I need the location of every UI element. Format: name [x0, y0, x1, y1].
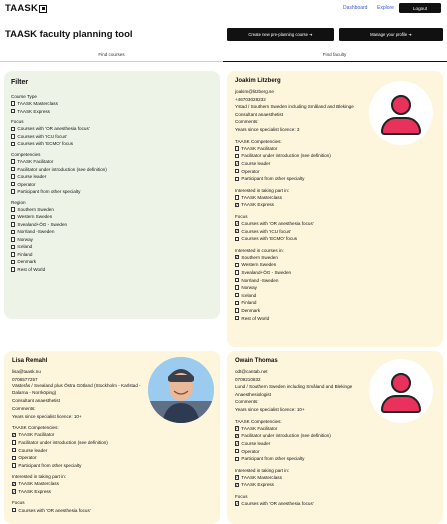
region-option[interactable]: [235, 299, 435, 307]
taking-part-option[interactable]: [235, 201, 435, 209]
checkbox[interactable]: [235, 154, 239, 158]
checkbox[interactable]: [11, 142, 15, 146]
checkbox-label: Participant from other specialty: [241, 176, 305, 182]
checkbox[interactable]: [235, 308, 239, 312]
checkbox-label: Courses with 'OR anesthesia focus': [18, 507, 91, 513]
faculty-years: Years since specialist licence: 3: [235, 126, 300, 132]
checkbox-label: Svealand+ÖG - Sweden: [17, 221, 68, 227]
checkbox[interactable]: [11, 252, 15, 256]
checkbox-label: Rest of World: [241, 315, 270, 321]
checkbox[interactable]: [12, 433, 16, 437]
checkbox[interactable]: [235, 177, 239, 181]
page-title: TAASK faculty planning tool: [5, 29, 133, 40]
filter-option[interactable]: [11, 133, 213, 141]
checkbox-label: Norrland -Sweden: [17, 229, 55, 235]
faculty-region: Västerås / Svealand plus Östra Götland (Stockholm - Karlstad - Dalarna - Norrköping): [12, 383, 141, 395]
checkbox[interactable]: [235, 434, 239, 438]
active-tab-indicator: [223, 61, 447, 62]
faculty-region: Lund / Southern Sweden including Småland and Blekinge: [235, 384, 353, 390]
checkbox[interactable]: [235, 293, 239, 297]
region-option[interactable]: [235, 314, 435, 322]
filter-course-type-group: [11, 100, 213, 115]
checkbox-label: Courses with 'ECMO' focus: [17, 141, 74, 147]
logout-button[interactable]: Logout: [399, 3, 441, 13]
checkbox-label: Iceland: [241, 292, 257, 298]
faculty-role: Anaesthesiologist: [235, 391, 272, 397]
checkbox[interactable]: [235, 449, 239, 453]
checkbox[interactable]: [12, 456, 16, 460]
checkbox-label: Svealand+ÖG - Sweden: [241, 269, 292, 275]
checkbox-label: Facilitator under introduction (see definition): [17, 166, 107, 172]
checkbox[interactable]: [11, 134, 15, 138]
filter-option[interactable]: [11, 236, 213, 244]
checkbox-label: Course leader: [18, 447, 48, 453]
filter-option[interactable]: [11, 158, 213, 166]
region-option[interactable]: [235, 269, 435, 277]
taking-part-option[interactable]: [235, 474, 435, 482]
faculty-comments-label: Comments:: [12, 405, 36, 411]
filter-option[interactable]: [11, 221, 213, 229]
checkbox-label: TAASK Masterclass: [17, 101, 58, 107]
checkbox[interactable]: [11, 101, 15, 105]
filter-focus-group: [11, 125, 213, 148]
faculty-name: Owain Thomas: [235, 358, 278, 364]
filter-option[interactable]: [11, 100, 213, 108]
checkbox[interactable]: [235, 316, 239, 320]
competency-option[interactable]: [235, 145, 435, 153]
checkbox-label: Course leader: [17, 174, 47, 180]
competency-option[interactable]: [235, 447, 435, 455]
checkbox[interactable]: [11, 182, 15, 186]
faculty-years: Years since specialist licence: 10+: [12, 413, 82, 419]
filter-title: Filter: [11, 79, 29, 86]
taking-part-option[interactable]: [235, 481, 435, 489]
focus-option[interactable]: [235, 235, 435, 243]
checkbox[interactable]: [235, 255, 239, 259]
faculty-card: [4, 351, 220, 524]
checkbox[interactable]: [11, 230, 15, 234]
checkbox[interactable]: [235, 426, 239, 430]
region-option[interactable]: [235, 291, 435, 299]
checkbox[interactable]: [11, 207, 15, 211]
checkbox[interactable]: [235, 475, 239, 479]
competency-option[interactable]: [235, 167, 435, 175]
faculty-email: joakim@litzberg.se: [235, 89, 274, 94]
filter-option[interactable]: [11, 228, 213, 236]
checkbox[interactable]: [235, 263, 239, 267]
filter-option[interactable]: [11, 173, 213, 181]
competency-option[interactable]: [235, 455, 435, 463]
checkbox-label: TAASK Facilitator: [241, 425, 278, 431]
region-option[interactable]: [235, 276, 435, 284]
competency-option[interactable]: [235, 152, 435, 160]
checkbox[interactable]: [235, 169, 239, 173]
faculty-card: [227, 351, 443, 524]
faculty-years: Years since specialist licence: 10+: [235, 406, 305, 412]
checkbox[interactable]: [235, 270, 239, 274]
checkbox[interactable]: [235, 483, 239, 487]
checkbox[interactable]: [12, 463, 16, 467]
checkbox[interactable]: [12, 489, 16, 493]
competency-option[interactable]: [235, 160, 435, 168]
checkbox-label: Denmark: [241, 307, 261, 313]
checkbox-label: Operator: [18, 455, 37, 461]
checkbox-label: Facilitator under introduction (see definition): [241, 153, 331, 159]
checkbox-label: Norway: [241, 285, 257, 291]
checkbox[interactable]: [11, 222, 15, 226]
faculty-name: Lisa Remahl: [12, 358, 48, 364]
checkbox[interactable]: [235, 278, 239, 282]
checkbox[interactable]: [235, 203, 239, 207]
region-option[interactable]: [235, 284, 435, 292]
taking-part-option[interactable]: [235, 194, 435, 202]
faculty-comments-label: Comments:: [235, 399, 259, 405]
competencies-heading: TAASK Competencies:: [235, 418, 282, 424]
nav-dashboard-link[interactable]: Dashboard: [343, 5, 368, 11]
checkbox-label: TAASK Facilitator: [18, 432, 55, 438]
checkbox[interactable]: [12, 440, 16, 444]
focus-option[interactable]: [235, 220, 435, 228]
profile-photo: [148, 357, 214, 423]
checkbox[interactable]: [11, 127, 15, 131]
filter-option[interactable]: [11, 188, 213, 196]
avatar-placeholder-icon: [369, 359, 433, 423]
checkbox-label: Norway: [17, 236, 33, 242]
checkbox-label: Course leader: [241, 161, 271, 167]
checkbox[interactable]: [235, 501, 239, 505]
checkbox[interactable]: [11, 167, 15, 171]
checkbox[interactable]: [11, 260, 15, 264]
checkbox[interactable]: [235, 457, 239, 461]
taking-part-heading: Interested in taking part in:: [235, 467, 290, 473]
competencies-heading: TAASK Competencies:: [12, 425, 59, 431]
checkbox[interactable]: [11, 109, 15, 113]
competency-option[interactable]: [235, 432, 435, 440]
checkbox[interactable]: [11, 245, 15, 249]
checkbox-label: Facilitator under introduction (see definition): [18, 440, 108, 446]
taking-part-option[interactable]: [12, 480, 212, 488]
checkbox-label: Southern Sweden: [17, 206, 54, 212]
competency-option[interactable]: [12, 462, 212, 470]
filter-option[interactable]: [11, 165, 213, 173]
checkbox-label: Operator: [17, 181, 36, 187]
checkbox-label: TAASK Facilitator: [241, 145, 278, 151]
filter-option[interactable]: [11, 266, 213, 274]
checkbox-label: Courses with 'ICU focus': [241, 228, 292, 234]
faculty-role: Consultant anaesthetist: [12, 398, 61, 404]
focus-option[interactable]: [12, 506, 212, 514]
checkbox-label: Participant from other specialty: [17, 189, 81, 195]
filter-option[interactable]: [11, 125, 213, 133]
taking-part-heading: Interested in taking part in:: [12, 474, 67, 480]
focus-heading: Focus: [235, 213, 248, 219]
competency-option[interactable]: [235, 425, 435, 433]
checkbox-label: Participant from other specialty: [18, 462, 82, 468]
taking-part-option[interactable]: [12, 488, 212, 496]
checkbox-label: Operator: [241, 448, 260, 454]
focus-heading: Focus: [12, 500, 25, 506]
filter-option[interactable]: [11, 258, 213, 266]
checkbox[interactable]: [11, 215, 15, 219]
checkbox[interactable]: [12, 482, 16, 486]
checkbox-label: Southern Sweden: [241, 254, 278, 260]
checkbox-label: Operator: [241, 168, 260, 174]
faculty-email: odt@cantab.net: [235, 369, 268, 374]
faculty-name: Joakim Litzberg: [235, 78, 281, 84]
filter-option[interactable]: [11, 243, 213, 251]
checkbox-label: Participant from other specialty: [241, 456, 305, 462]
checkbox[interactable]: [235, 221, 239, 225]
checkbox[interactable]: [11, 267, 15, 271]
checkbox-label: TAASK Express: [241, 482, 274, 488]
checkbox-label: TAASK Express: [18, 489, 51, 495]
create-course-button[interactable]: Create new pre-planning course ➜: [227, 28, 334, 41]
region-option[interactable]: [235, 307, 435, 315]
checkbox-label: Western Sweden: [17, 214, 53, 220]
checkbox[interactable]: [235, 229, 239, 233]
checkbox-label: Course leader: [241, 441, 271, 447]
top-bar: [0, 0, 447, 20]
checkbox[interactable]: [235, 285, 239, 289]
taask-logo[interactable]: [5, 3, 47, 14]
filter-panel: [4, 71, 220, 319]
checkbox-label: TAASK Masterclass: [18, 481, 59, 487]
avatar-placeholder-icon: [369, 81, 433, 145]
checkbox-label: Norrland -Sweden: [241, 277, 279, 283]
focus-option[interactable]: [235, 500, 435, 508]
checkbox-label: Courses with 'ICU focus': [17, 133, 68, 139]
faculty-region: Ystad / Southern Sweden including Småland and Blekinge: [235, 104, 354, 110]
checkbox[interactable]: [235, 441, 239, 445]
region-option[interactable]: [235, 254, 435, 262]
taking-part-heading: Interested in taking part in:: [235, 187, 290, 193]
filter-option[interactable]: [11, 251, 213, 259]
checkbox[interactable]: [11, 189, 15, 193]
focus-option[interactable]: [235, 227, 435, 235]
tab-bar: [0, 50, 447, 62]
checkbox-label: Facilitator under introduction (see definition): [241, 433, 331, 439]
checkbox[interactable]: [11, 237, 15, 241]
checkbox-label: Denmark: [17, 259, 37, 265]
faculty-phone: +46703028232: [235, 96, 266, 102]
faculty-email: lisa@taask.nu: [12, 369, 41, 374]
checkbox-label: TAASK Express: [241, 202, 274, 208]
competency-option[interactable]: [12, 454, 212, 462]
faculty-comments-label: Comments:: [235, 119, 259, 125]
logo-text: TAASK: [5, 3, 39, 14]
filter-option[interactable]: [11, 107, 213, 115]
filter-option[interactable]: [11, 140, 213, 148]
checkbox-label: TAASK Masterclass: [241, 474, 282, 480]
faculty-role: Consultant anaesthetist: [235, 111, 284, 117]
checkbox-label: TAASK Express: [17, 108, 50, 114]
filter-region-group: [11, 206, 213, 274]
nav-explore-link[interactable]: Explore: [377, 5, 394, 11]
region-option[interactable]: [235, 261, 435, 269]
checkbox[interactable]: [11, 159, 15, 163]
checkbox-label: Rest of World: [17, 266, 46, 272]
competency-option[interactable]: [12, 439, 212, 447]
checkbox-label: TAASK Facilitator: [17, 159, 54, 165]
faculty-card: [227, 71, 443, 347]
checkbox-label: Finland: [17, 251, 33, 257]
checkbox[interactable]: [235, 237, 239, 241]
checkbox[interactable]: [235, 301, 239, 305]
filter-course-type-label: Course Type: [11, 94, 37, 99]
tab-find-faculty[interactable]: Find faculty: [322, 52, 347, 57]
checkbox[interactable]: [12, 508, 16, 512]
checkbox-label: Courses with 'ECMO' focus: [241, 236, 298, 242]
faculty-phone: 0709210832: [235, 376, 261, 382]
checkbox-label: TAASK Masterclass: [241, 194, 282, 200]
checkbox[interactable]: [235, 146, 239, 150]
checkbox-label: Courses with 'OR anesthesia focus': [241, 501, 314, 507]
checkbox[interactable]: [235, 161, 239, 165]
checkbox-label: Finland: [241, 300, 257, 306]
manage-profile-button[interactable]: Manage your profile ➜: [339, 28, 443, 41]
faculty-phone: 0706577257: [12, 376, 38, 382]
tab-find-courses[interactable]: Find courses: [98, 52, 125, 57]
checkbox-label: Iceland: [17, 244, 33, 250]
checkbox-label: Courses with 'OR anesthesia focus': [17, 126, 90, 132]
filter-option[interactable]: [11, 180, 213, 188]
competency-option[interactable]: [235, 440, 435, 448]
filter-focus-label: Focus: [11, 119, 24, 125]
checkbox-label: Western Sweden: [241, 262, 277, 268]
checkbox[interactable]: [12, 448, 16, 452]
courses-in-heading: Interested in courses in:: [235, 247, 284, 253]
focus-heading: Focus: [235, 493, 248, 499]
checkbox[interactable]: [11, 174, 15, 178]
logo-mark-icon: [39, 5, 47, 13]
filter-region-label: Region: [11, 199, 26, 205]
filter-option[interactable]: [11, 206, 213, 214]
competency-option[interactable]: [235, 175, 435, 183]
checkbox[interactable]: [235, 195, 239, 199]
filter-competencies-group: [11, 158, 213, 196]
competency-option[interactable]: [12, 431, 212, 439]
filter-option[interactable]: [11, 213, 213, 221]
competency-option[interactable]: [12, 446, 212, 454]
filter-competencies-label: Competencies: [11, 152, 41, 158]
competencies-heading: TAASK Competencies:: [235, 138, 282, 144]
checkbox-label: Courses with 'OR anesthesia focus': [241, 221, 314, 227]
